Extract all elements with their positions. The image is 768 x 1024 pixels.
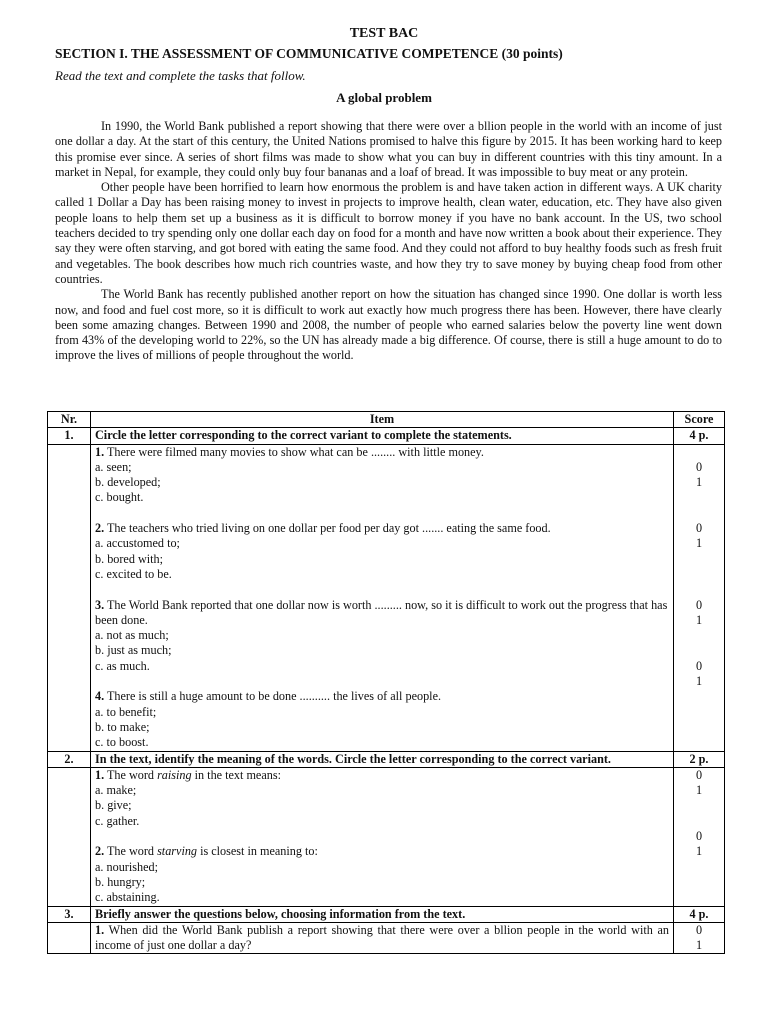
option-1-2-c[interactable]: c. excited to be. bbox=[95, 566, 172, 581]
instruction-text: Read the text and complete the tasks that follow. bbox=[55, 68, 306, 83]
task-2-marks bbox=[674, 767, 725, 906]
task-3-score: 4 p. bbox=[674, 906, 725, 922]
mark-zero: 0 bbox=[695, 922, 703, 937]
mark-zero: 0 bbox=[695, 829, 703, 844]
task-2-row bbox=[48, 751, 725, 767]
section-heading: SECTION I. THE ASSESSMENT OF COMMUNICATIVE COMPETENCE (30 points) bbox=[55, 46, 563, 61]
option-1-2-b[interactable]: b. bored with; bbox=[95, 551, 164, 566]
passage-paragraph-2: Other people have been horrified to learn how enormous the problem is and have taken action in different ways. A UK charity called 1 Dollar a Day has been raising money to invest in projects to improve health, clean water, education, etc. They have also given people loans to help them set up a business as it is difficult to borrow money if you have no bank account. In the US, two school teachers decided to try spending only one dollar each day on food for a month and have now written a book about their experience. They say they were often starving, and got bored with eating the same food. And they could not afford to buy healthy foods such as fresh fruit and vegetables. The book describes how much rich countries waste, and how they try to save money by buying cheap food from other countries. bbox=[55, 180, 722, 286]
option-1-1-a[interactable]: a. seen; bbox=[95, 459, 132, 474]
task-3-marks bbox=[674, 922, 725, 954]
question-1-3: 3. The World Bank reported that one dollar now is worth ......... now, so it is difficult to work out the progress that has been done. bbox=[95, 597, 668, 627]
task-3-instruction: Briefly answer the questions below, choosing information from the text. bbox=[91, 906, 674, 922]
option-2-1-a[interactable]: a. make; bbox=[95, 783, 137, 798]
task-1-instruction: Circle the letter corresponding to the correct variant to complete the statements. bbox=[91, 428, 674, 444]
task-3-row bbox=[48, 906, 725, 922]
task-1-score: 4 p. bbox=[674, 428, 725, 444]
option-1-3-a[interactable]: a. not as much; bbox=[95, 628, 169, 643]
passage-paragraph-1: In 1990, the World Bank published a report showing that there were over a bllion people in the world with an income of just one dollar a day. At the start of this century, the United Nations promised to halve this figure by 2015. It has been working hard to keep this promise ever since. A series of short films was made to show what you can buy in different countries with this tiny amount. In a market in Nepal, for example, they could only buy four bananas and a loaf of bread. It was impossible to buy meat or any protein. bbox=[55, 119, 722, 179]
task-2-questions-row bbox=[48, 767, 725, 906]
items-table bbox=[47, 411, 725, 954]
passage-paragraph-3: The World Bank has recently published another report on how the situation has changed since 1990. One dollar is worth less now, and food and fuel cost more, so it is difficult to work aut exactly how much progress there has been. However, there have clearly been some amazing changes. Between 1990 and 2008, the number of people who earned salaries below the poverty line went down from 43% of the developing world to 22%, so the UN has already made a big difference. Of course, there is still a huge amount to do to improve the lives of millions of people throughout the world. bbox=[55, 287, 722, 363]
option-2-2-c[interactable]: c. abstaining. bbox=[95, 890, 160, 905]
mark-zero: 0 bbox=[695, 459, 703, 474]
option-1-4-a[interactable]: a. to benefit; bbox=[95, 704, 157, 719]
mark-one: 1 bbox=[695, 612, 703, 627]
question-2-1: 1. The word raising in the text means: bbox=[95, 767, 281, 782]
task-1-number: 1. bbox=[48, 428, 91, 444]
mark-zero: 0 bbox=[695, 658, 703, 673]
task-3-questions-row bbox=[48, 922, 725, 954]
task-2-number: 2. bbox=[48, 751, 91, 767]
mark-zero: 0 bbox=[695, 597, 703, 612]
option-1-3-c[interactable]: c. as much. bbox=[95, 658, 150, 673]
question-1-2: 2. The teachers who tried living on one dollar per food per day got ....... eating the same food. bbox=[95, 521, 551, 536]
question-3-1: 1. When did the World Bank publish a report showing that there were over a bllion people in the world with an income of just one dollar a day? bbox=[95, 922, 669, 953]
option-1-4-c[interactable]: c. to boost. bbox=[95, 735, 149, 750]
option-1-4-b[interactable]: b. to make; bbox=[95, 719, 150, 734]
task-2-questions bbox=[91, 767, 674, 906]
option-2-1-c[interactable]: c. gather. bbox=[95, 813, 140, 828]
question-1-4: 4. There is still a huge amount to be done .......... the lives of all people. bbox=[95, 689, 442, 704]
question-1-1: 1. There were filmed many movies to show what can be ........ with little money. bbox=[95, 444, 484, 459]
mark-one: 1 bbox=[695, 783, 703, 798]
mark-one: 1 bbox=[695, 844, 703, 859]
task-2-score: 2 p. bbox=[674, 751, 725, 767]
task-1-marks bbox=[674, 444, 725, 751]
test-title: TEST BAC bbox=[349, 26, 419, 41]
mark-one: 1 bbox=[695, 674, 703, 689]
option-1-1-b[interactable]: b. developed; bbox=[95, 475, 161, 490]
task-3-number: 3. bbox=[48, 906, 91, 922]
task-1-questions-row bbox=[48, 444, 725, 751]
keyword-starving: starving bbox=[157, 844, 198, 859]
keyword-raising: raising bbox=[157, 767, 192, 782]
table-header-row bbox=[48, 412, 725, 428]
mark-one: 1 bbox=[695, 475, 703, 490]
option-2-2-a[interactable]: a. nourished; bbox=[95, 859, 158, 874]
question-2-2: 2. The word starving is closest in meaning to: bbox=[95, 844, 318, 859]
mark-zero: 0 bbox=[695, 767, 703, 782]
header-nr: Nr. bbox=[48, 412, 91, 428]
reading-passage bbox=[55, 119, 722, 364]
option-2-2-b[interactable]: b. hungry; bbox=[95, 874, 146, 889]
header-score: Score bbox=[674, 412, 725, 428]
option-1-2-a[interactable]: a. accustomed to; bbox=[95, 536, 180, 551]
option-1-1-c[interactable]: c. bought. bbox=[95, 490, 144, 505]
option-1-3-b[interactable]: b. just as much; bbox=[95, 643, 172, 658]
option-2-1-b[interactable]: b. give; bbox=[95, 798, 132, 813]
header-item: Item bbox=[91, 412, 674, 428]
task-3-questions bbox=[91, 922, 674, 954]
task-1-questions bbox=[91, 444, 674, 751]
text-title: A global problem bbox=[336, 90, 432, 105]
mark-one: 1 bbox=[695, 938, 703, 953]
mark-zero: 0 bbox=[695, 521, 703, 536]
mark-one: 1 bbox=[695, 536, 703, 551]
task-2-instruction: In the text, identify the meaning of the words. Circle the letter corresponding to the correct variant. bbox=[91, 751, 674, 767]
task-1-row bbox=[48, 428, 725, 444]
